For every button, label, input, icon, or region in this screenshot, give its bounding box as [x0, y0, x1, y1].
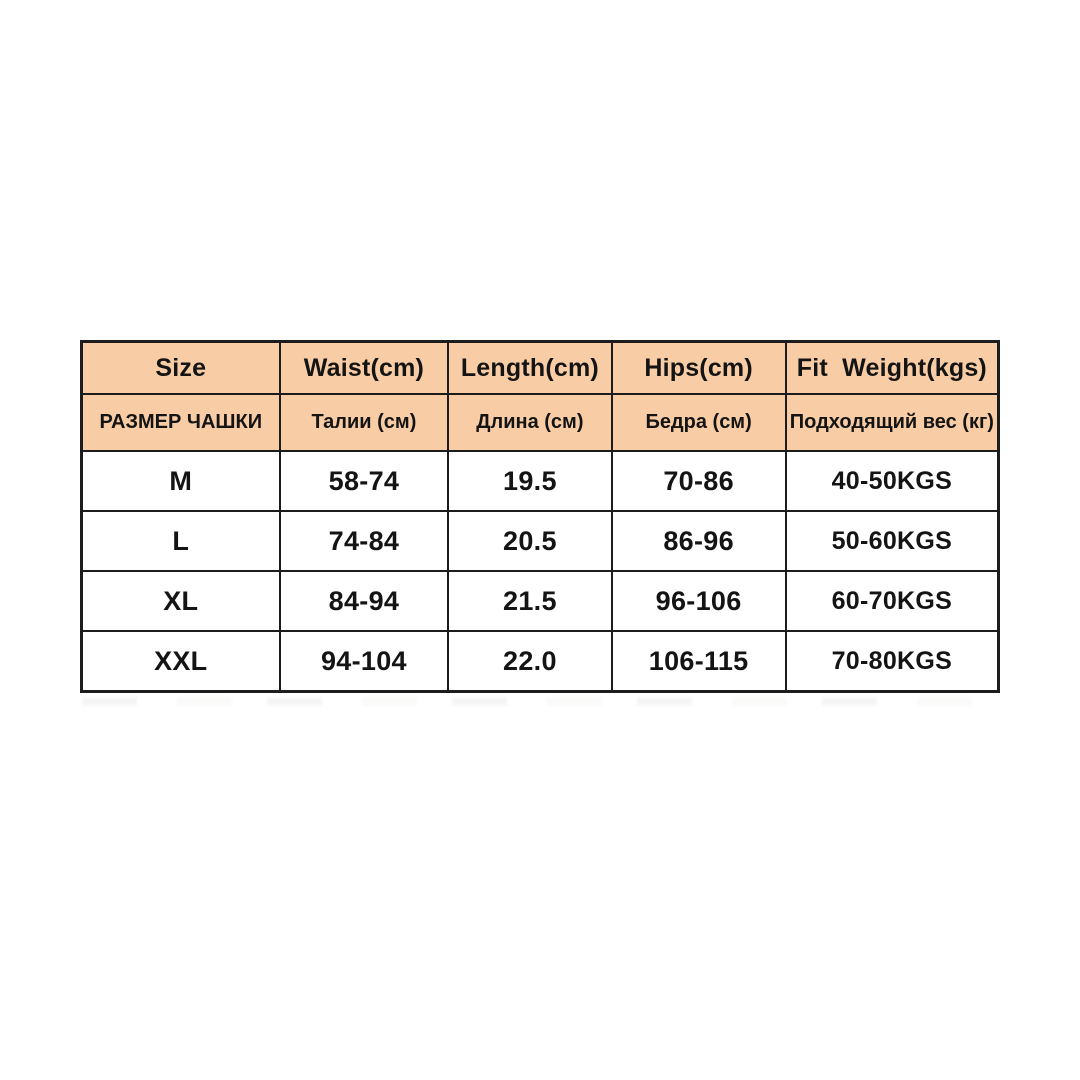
header-row-russian [82, 394, 999, 451]
cell-hips: 70-86 [612, 451, 786, 511]
cell-waist: 74-84 [280, 511, 449, 571]
cell-length: 20.5 [448, 511, 611, 571]
cell-hips: 86-96 [612, 511, 786, 571]
cell-waist: 84-94 [280, 571, 449, 631]
cell-size: XXL [82, 631, 280, 692]
column-header-waist-en: Waist(cm) [280, 342, 449, 395]
column-header-size-en: Size [82, 342, 280, 395]
table-row-size-m [82, 451, 999, 511]
cell-length: 19.5 [448, 451, 611, 511]
cropped-row-artifact [82, 697, 998, 706]
cell-waist: 58-74 [280, 451, 449, 511]
cell-hips: 106-115 [612, 631, 786, 692]
cell-size: XL [82, 571, 280, 631]
column-header-size-ru: РАЗМЕР ЧАШКИ [82, 394, 280, 451]
table-row-size-xxl [82, 631, 999, 692]
column-header-weight-ru: Подходящий вес (кг) [786, 394, 999, 451]
column-header-hips-ru: Бедра (см) [612, 394, 786, 451]
table-row-size-xl [82, 571, 999, 631]
column-header-hips-en: Hips(cm) [612, 342, 786, 395]
column-header-waist-ru: Талии (см) [280, 394, 449, 451]
table-row-size-l [82, 511, 999, 571]
column-header-length-ru: Длина (см) [448, 394, 611, 451]
cell-weight: 50-60KGS [786, 511, 999, 571]
column-header-weight-en: Fit Weight(kgs) [786, 342, 999, 395]
size-chart-table [80, 340, 1000, 693]
cell-weight: 70-80KGS [786, 631, 999, 692]
cell-hips: 96-106 [612, 571, 786, 631]
cell-weight: 40-50KGS [786, 451, 999, 511]
cell-weight: 60-70KGS [786, 571, 999, 631]
cell-waist: 94-104 [280, 631, 449, 692]
cell-size: M [82, 451, 280, 511]
cell-size: L [82, 511, 280, 571]
column-header-length-en: Length(cm) [448, 342, 611, 395]
cell-length: 22.0 [448, 631, 611, 692]
header-row-english [82, 342, 999, 395]
cell-length: 21.5 [448, 571, 611, 631]
